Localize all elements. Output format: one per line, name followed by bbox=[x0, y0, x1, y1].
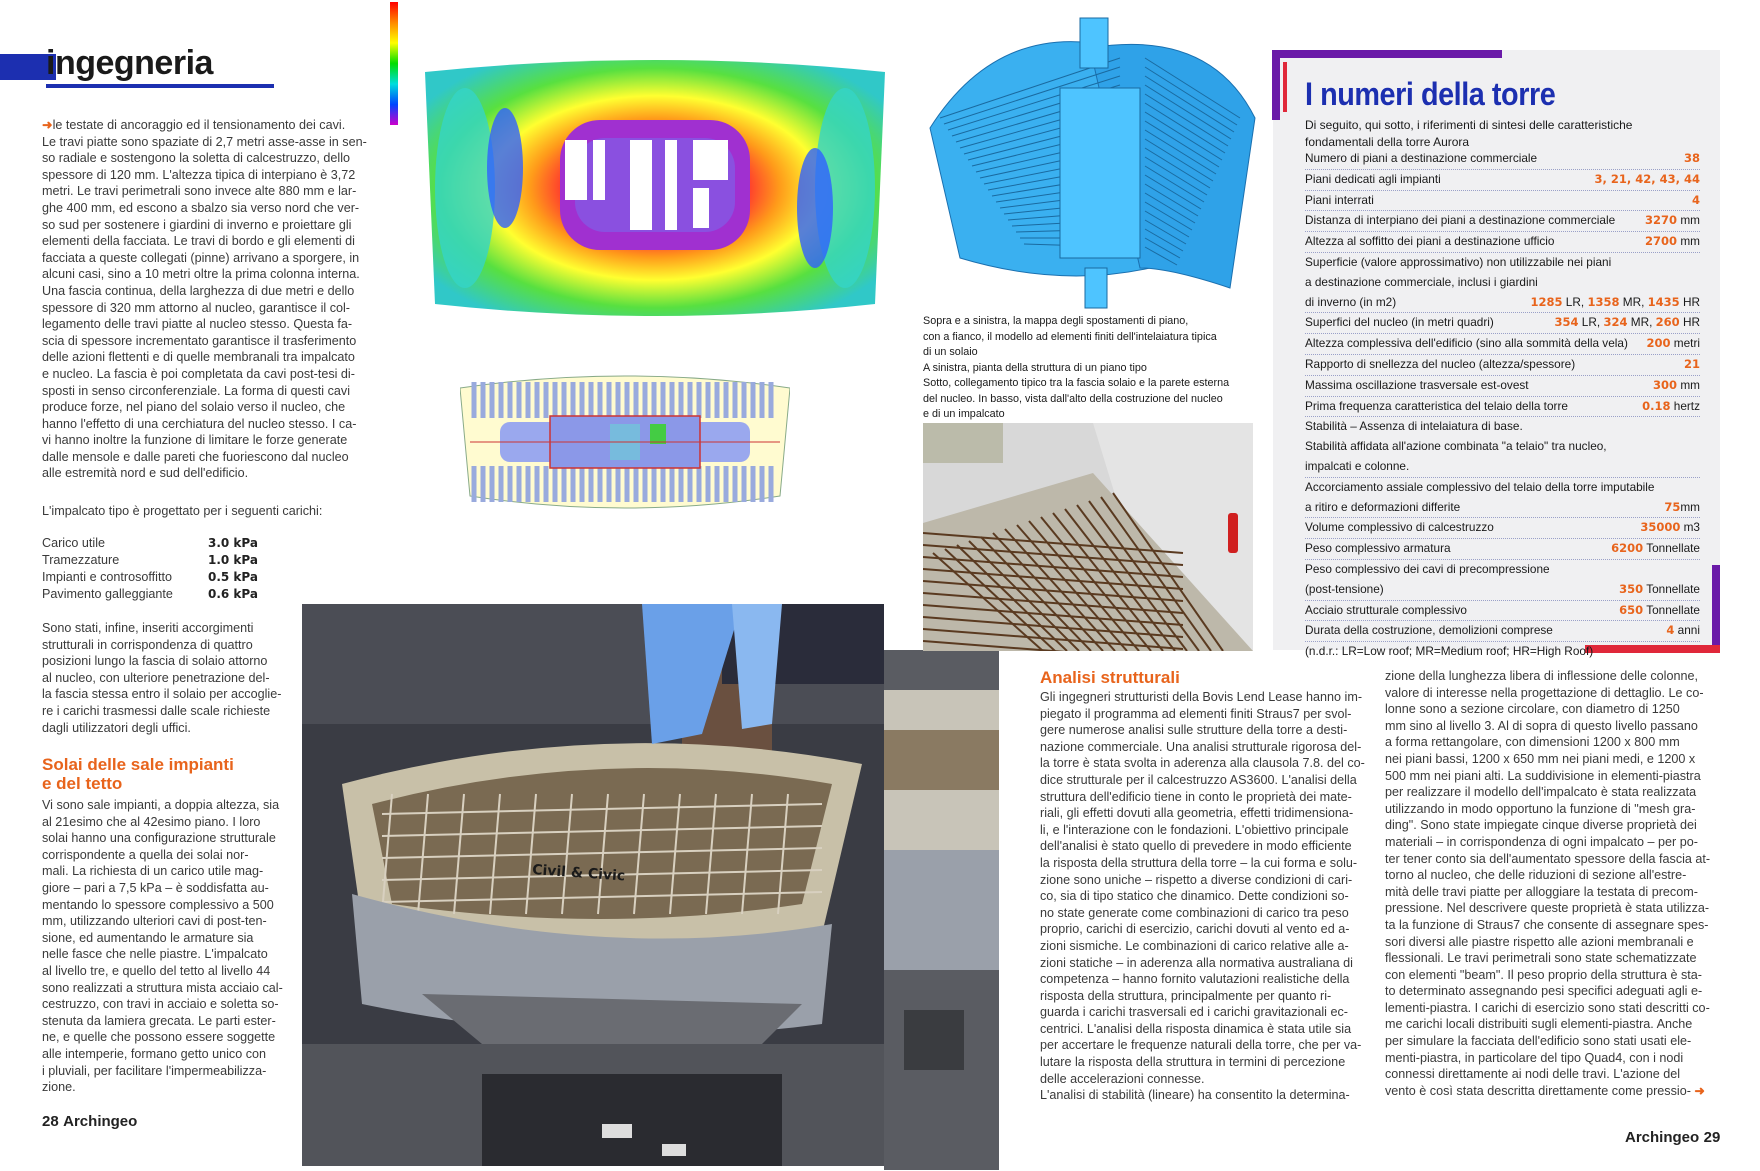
stat-label: impalcati e colonne. bbox=[1305, 458, 1410, 473]
stat-label: Altezza al soffitto dei piani a destinazione ufficio bbox=[1305, 234, 1555, 249]
stat-unit: HR bbox=[1679, 315, 1700, 330]
frame-bar bbox=[1272, 50, 1280, 120]
stat-value bbox=[1653, 376, 1700, 396]
stat-value bbox=[1664, 498, 1700, 518]
stat-value bbox=[1692, 191, 1700, 211]
stat-label: a ritiro e deformazioni differite bbox=[1305, 499, 1461, 514]
stat-unit: MR, bbox=[1627, 315, 1656, 330]
load-value: 1.0 kPa bbox=[208, 553, 258, 567]
stat-number: 300 bbox=[1653, 377, 1678, 392]
stat-label: Prima frequenza caratteristica del telaio della torre bbox=[1305, 398, 1568, 413]
stats-list bbox=[1305, 149, 1700, 662]
stat-label: (n.d.r.: LR=Low roof; MR=Medium roof; HR=High Roof) bbox=[1305, 644, 1594, 659]
page-number: 29 bbox=[1703, 1129, 1721, 1146]
stat-row bbox=[1305, 642, 1700, 662]
stat-number: 1435 bbox=[1647, 294, 1680, 309]
stat-unit: Tonnellate bbox=[1643, 541, 1700, 556]
stat-unit: Tonnellate bbox=[1643, 602, 1700, 617]
stat-number: 260 bbox=[1655, 315, 1680, 330]
stat-unit: LR, bbox=[1578, 315, 1604, 330]
figure-caption bbox=[923, 314, 1253, 423]
stat-row bbox=[1305, 149, 1700, 170]
stat-unit: hertz bbox=[1670, 398, 1700, 413]
color-scale-legend bbox=[390, 2, 398, 125]
stat-row bbox=[1305, 478, 1700, 498]
stat-label: (post-tensione) bbox=[1305, 581, 1384, 596]
stat-number: 4 bbox=[1666, 623, 1675, 638]
stat-label: Stabilità – Assenza di intelaiatura di base. bbox=[1305, 419, 1523, 434]
frame-bar bbox=[1283, 62, 1287, 112]
stat-row bbox=[1305, 232, 1700, 253]
stat-unit: LR, bbox=[1562, 294, 1588, 309]
stat-number: 2700 bbox=[1645, 234, 1678, 249]
caption-text: Sopra e a sinistra, la mappa degli spostamenti di piano, con a fianco, il modello ad elementi finiti dell'intelaiatura tipica di un solaio A sinistra, pianta della struttura di un piano tipo Sotto, collegamento tipico tra la fascia solaio e la parete esterna del nucleo. In basso, vista dall'alto della costruzione del nucleo e di un impalcato bbox=[923, 315, 1230, 420]
stat-row bbox=[1305, 253, 1700, 273]
magazine-name: Archingeo bbox=[1625, 1129, 1700, 1146]
loads-table bbox=[42, 535, 282, 603]
stats-intro: Di seguito, qui sotto, i riferimenti di sintesi delle caratteristiche fondamentali della torre Aurora bbox=[1305, 118, 1633, 149]
stat-row bbox=[1305, 334, 1700, 355]
page-footer-right bbox=[1625, 1129, 1720, 1147]
left-column-1 bbox=[42, 117, 372, 482]
frame-bar bbox=[1712, 565, 1720, 653]
section-heading: Analisi strutturali bbox=[1040, 668, 1180, 687]
stat-label: Peso complessivo dei cavi di precompressione bbox=[1305, 561, 1550, 576]
magazine-name: Archingeo bbox=[63, 1113, 138, 1130]
stat-number: 6200 bbox=[1611, 541, 1644, 556]
load-row bbox=[42, 586, 282, 603]
stat-row bbox=[1305, 580, 1700, 601]
paragraph: Gli ingegneri strutturisti della Bovis Lend Lease hanno im- piegato il programma ad elementi finiti Straus7 per svol- gere numerose analisi sulle strutture della torre a desti- nazione commerciale. Una analisi strutturale rigorosa del- la torre è stata svolta in aderenza alla clausola 7.8. del co- dice strutturale per il calcestruzzo AS3600. L'analisi della struttura dell'edificio tiene in conto le proprietà dei mate- riali, gli effetti dovuti alla geometria, effetti tridimensiona- li, e l'interazione con le fondazioni. L'obiettivo principale dell'analisi è stato quello di prevedere in modo efficiente la risposta della struttura della torre – la cui forma e solu- zione sono uniche – rispetto a diverse condizioni di cari- co, sia di tipo statico che dinamico. Dette condizioni so- no state generate come combinazioni di carico tra peso proprio, carichi di esercizio, carichi dovuti al vento ed a- zioni sismiche. Le combinazioni di carico relative alle a- zioni statiche – in aderenza alla normativa australiana di competenza – hanno fornito valutazioni realistiche della risposta della struttura, principalmente per quanto ri- guarda i carichi trasversali ed i carichi gravitazionali ec- centrici. L'analisi della risposta dinamica è stata utile sia per accertare le frequenze naturali della torre, che per va- lutare la risposta della struttura in termini di percezione delle accelerazioni connesse. L'analisi di stabilità (lineare) ha consentito la determina- bbox=[1040, 690, 1365, 1103]
stat-number: 324 bbox=[1603, 315, 1628, 330]
paragraph: Vi sono sale impianti, a doppia altezza, sia al 21esimo che al 42esimo piano. I loro solai hanno una configurazione strutturale corrispondente a quella dei solai nor- mali. La richiesta di un carico utile mag- giore – pari a 7,5 kPa – è soddisfatta au- mentando lo spessore complessivo a 500 mm, utilizzando ulteriori cavi di post-ten- sione, ed aumentando le armature sia nelle fasce che nelle piastre. L'impalcato al livello tre, e quello del tetto al livello 44 sono realizzati a struttura mista acciaio cal- cestruzzo, con travi in acciaio e soletta so- stenuta da lamiera grecata. Le parti ester- ne, e quelle che possono essere soggette alle intemperie, formano getto unico con i pluviali, per facilitare l'impermeabilizza- zione. bbox=[42, 798, 283, 1095]
stat-row bbox=[1305, 376, 1700, 397]
stat-row bbox=[1305, 273, 1700, 293]
construction-strip-photo bbox=[884, 650, 999, 1170]
load-value: 0.5 kPa bbox=[208, 570, 258, 584]
load-label: Carico utile bbox=[42, 536, 105, 550]
stat-number: 200 bbox=[1646, 336, 1671, 351]
stat-value bbox=[1646, 334, 1700, 354]
load-label: Tramezzature bbox=[42, 553, 120, 567]
load-label: Impianti e controsoffitto bbox=[42, 570, 172, 584]
stat-label: Stabilità affidata all'azione combinata "a telaio" tra nucleo, bbox=[1305, 439, 1607, 454]
stat-label: Accorciamento assiale complessivo del telaio della torre imputabile bbox=[1305, 479, 1655, 494]
stat-row bbox=[1305, 293, 1700, 314]
stat-number: 21 bbox=[1683, 356, 1700, 371]
stat-row bbox=[1305, 313, 1700, 334]
stat-number: 3, 21, 42, 43, 44 bbox=[1594, 171, 1700, 186]
fem-model-image bbox=[920, 8, 1260, 313]
stat-row bbox=[1305, 560, 1700, 580]
stat-label: Massima oscillazione trasversale est-ovest bbox=[1305, 377, 1529, 392]
stat-unit: HR bbox=[1679, 294, 1700, 309]
stat-row bbox=[1305, 498, 1700, 519]
stat-row bbox=[1305, 211, 1700, 232]
continue-arrow-icon: ➜ bbox=[1694, 1083, 1705, 1098]
load-value: 0.6 kPa bbox=[208, 587, 258, 601]
stat-unit: Tonnellate bbox=[1643, 581, 1700, 596]
stat-row bbox=[1305, 457, 1700, 478]
stat-label: di inverno (in m2) bbox=[1305, 294, 1397, 309]
stat-unit: metri bbox=[1670, 336, 1700, 351]
stat-number: 75 bbox=[1664, 499, 1681, 514]
stat-row bbox=[1305, 191, 1700, 212]
stat-unit: mm bbox=[1680, 499, 1700, 514]
stat-row bbox=[1305, 355, 1700, 376]
stat-label: Acciaio strutturale complessivo bbox=[1305, 602, 1467, 617]
stat-number: 3270 bbox=[1645, 213, 1678, 228]
stat-value bbox=[1684, 149, 1700, 169]
displacement-map-image bbox=[425, 58, 885, 318]
load-row bbox=[42, 552, 282, 569]
section-heading: Solai delle sale impianti e del tetto bbox=[42, 755, 234, 793]
stat-value bbox=[1645, 232, 1700, 252]
stat-label: Volume complessivo di calcestruzzo bbox=[1305, 520, 1494, 535]
paragraph bbox=[1385, 668, 1725, 1099]
load-row bbox=[42, 569, 282, 586]
stat-row bbox=[1305, 518, 1700, 539]
stat-number: 350 bbox=[1619, 581, 1644, 596]
stat-value bbox=[1531, 293, 1700, 313]
paragraph-text: le testate di ancoraggio ed il tensionamento dei cavi. Le travi piatte sono spaziate di 2,7 metri asse-asse in sen- so radiale e sostengono la soletta di calcestruzzo, dello spessore di 120 mm. L'altezza tipica di interpiano è 3,72 metri. Le travi perimetrali sono invece alte 880 mm e lar- ghe 400 mm, ed escono a sbalzo sia verso nord che ver- so sud per sostenere i giardini di inverno e proiettare gli elementi della facciata. Le travi di bordo e gli elementi di facciata a queste collegati (pinne) arrivano a sporgere, in alcuni casi, sino a 10 metri oltre la prima colonna interna. Una fascia continua, della larghezza di due metri e dello spessore di 320 mm attorno al nucleo, garantisce il col- legamento delle travi piatte al nucleo stesso. Questa fa- scia di spessore incrementato garantisce il trasferimento delle azioni flettenti e di quelle membranali tra impalcato e nucleo. La fascia è poi completata da cavi post-tesi di- sposti in senso circonferenziale. La forma di questi cavi produce forze, nel piano del solaio verso il nucleo, che hanno l'effetto di una cerchiatura del nucleo stesso. I ca- vi hanno inoltre la funzione di limitare le forze generate dalle mensole e dalle pareti che fuoriescono dal nucleo alle estremità nord e sud dell'edificio. bbox=[42, 118, 367, 481]
stat-unit: m3 bbox=[1680, 520, 1700, 535]
stat-value bbox=[1619, 580, 1700, 600]
stat-label: Peso complessivo armatura bbox=[1305, 541, 1451, 556]
loads-intro: L'impalcato tipo è progettato per i seguenti carichi: bbox=[42, 504, 323, 518]
stat-value bbox=[1619, 601, 1700, 621]
stat-label: Altezza complessiva dell'edificio (sino alla sommità della vela) bbox=[1305, 336, 1628, 351]
stats-title: I numeri della torre bbox=[1305, 76, 1556, 112]
stat-label: Piani dedicati agli impianti bbox=[1305, 171, 1441, 186]
stat-value bbox=[1642, 397, 1700, 417]
stat-row bbox=[1305, 621, 1700, 642]
stat-unit: mm bbox=[1677, 213, 1700, 228]
stat-value bbox=[1555, 313, 1700, 333]
page-footer-left bbox=[42, 1113, 137, 1131]
paragraph: Sono stati, infine, inseriti accorgimenti strutturali in corrispondenza di quattro posizioni lungo la fascia di solaio attorno al nucleo, con ulteriore penetrazione del- la fascia stessa entro il solaio per accoglie- re i carichi trasmessi dalle scale richieste dagli utilizzatori degli uffici. bbox=[42, 621, 282, 735]
stat-value bbox=[1645, 211, 1700, 231]
floor-plan-image bbox=[460, 368, 790, 516]
load-label: Pavimento galleggiante bbox=[42, 587, 173, 601]
stat-unit: mm bbox=[1677, 234, 1700, 249]
stat-value bbox=[1611, 539, 1700, 559]
stat-label: Rapporto di snellezza del nucleo (altezza/spessore) bbox=[1305, 356, 1576, 371]
stat-number: 0.18 bbox=[1642, 398, 1671, 413]
stat-value bbox=[1594, 170, 1700, 190]
paragraph-text: zione della lunghezza libera di inflessione delle colonne, valore di interesse nella progettazione di dettaglio. Le co- lonne sono a sezione circolare, con diametro di 1250 mm sino al livello 3. Al di sopra di questo livello passano a forma rettangolare, con dimensioni 1200 x 800 mm nei piani bassi, 1200 x 650 mm nei piani medi, e 1200 x 500 mm nei piani alti. La suddivisione in elementi-piastra per realizzare il modello dell'impalcato è stata realizzata utilizzando in modo opportuno la funzione di "mesh gra- ding". Sono state impiegate cinque diverse proprietà dei materiali – in corrispondenza di ogni impalcato – per po- ter tener conto sia dell'aumentato spessore della fascia at- torno al nucleo, che delle riduzioni di sezione all'estre- mità delle travi piatte per alloggiare la testata di precom- pressione. Nel descrivere queste proprietà è stata utilizza- ta la funzione di Straus7 che consente di assegnare spes- sori diversi alle piastre rispetto alle azioni membranali e flessionali. Le travi perimetrali sono state schematizzate con elementi "beam". Il peso proprio della struttura è sta- to determinato assegnando pesi specifici adeguati agli e- lementi-piastra. I carichi di esercizio sono stati descritti co- me carichi locali distribuiti sugli elementi-piastra. Anche per simulare la facciata dell'edificio sono stati usati ele- menti-piastra, in particolare del tipo Quad4, con i nodi connessi direttamente ai nodi delle travi. L'azione del vento è così stata descritta direttamente come pressio- bbox=[1385, 669, 1711, 1098]
stat-label: Piani interrati bbox=[1305, 192, 1374, 207]
continue-arrow-icon: ➜ bbox=[42, 118, 53, 132]
stat-unit: MR, bbox=[1619, 294, 1648, 309]
rebar-connection-photo bbox=[923, 423, 1253, 651]
load-value: 3.0 kPa bbox=[208, 536, 258, 550]
aerial-construction-photo bbox=[302, 604, 884, 1166]
stat-label: Superficie (valore approssimativo) non utilizzabile nei piani bbox=[1305, 254, 1612, 269]
stat-number: 35000 bbox=[1640, 520, 1681, 535]
section-rule bbox=[46, 84, 274, 88]
stat-row bbox=[1305, 437, 1700, 457]
stat-number: 4 bbox=[1691, 192, 1700, 207]
stat-number: 354 bbox=[1554, 315, 1579, 330]
stat-label: Durata della costruzione, demolizioni comprese bbox=[1305, 623, 1553, 638]
stat-row bbox=[1305, 397, 1700, 418]
section-title: ingegneria bbox=[46, 44, 213, 82]
stat-unit: mm bbox=[1677, 377, 1700, 392]
stat-label: a destinazione commerciale, inclusi i giardini bbox=[1305, 274, 1538, 289]
stat-label: Superfici del nucleo (in metri quadri) bbox=[1305, 315, 1494, 330]
stat-value bbox=[1640, 518, 1700, 538]
crane-sign-text: Civil & Civic bbox=[531, 862, 626, 885]
stat-number: 650 bbox=[1619, 602, 1644, 617]
page-number: 28 bbox=[42, 1113, 59, 1130]
stat-row bbox=[1305, 539, 1700, 560]
stat-row bbox=[1305, 170, 1700, 191]
stat-number: 38 bbox=[1683, 151, 1700, 165]
stat-number: 1285 bbox=[1530, 294, 1563, 309]
stat-label: Numero di piani a destinazione commerciale bbox=[1305, 151, 1538, 165]
stat-row bbox=[1305, 601, 1700, 622]
stat-value bbox=[1684, 355, 1700, 375]
stat-value bbox=[1666, 621, 1700, 641]
right-column-b bbox=[1385, 668, 1725, 1099]
stat-number: 1358 bbox=[1587, 294, 1620, 309]
stat-row bbox=[1305, 417, 1700, 437]
load-row bbox=[42, 535, 282, 552]
stat-unit: anni bbox=[1674, 623, 1700, 638]
frame-bar bbox=[1272, 50, 1502, 58]
stat-label: Distanza di interpiano dei piani a destinazione commerciale bbox=[1305, 213, 1616, 228]
paragraph bbox=[42, 117, 372, 482]
